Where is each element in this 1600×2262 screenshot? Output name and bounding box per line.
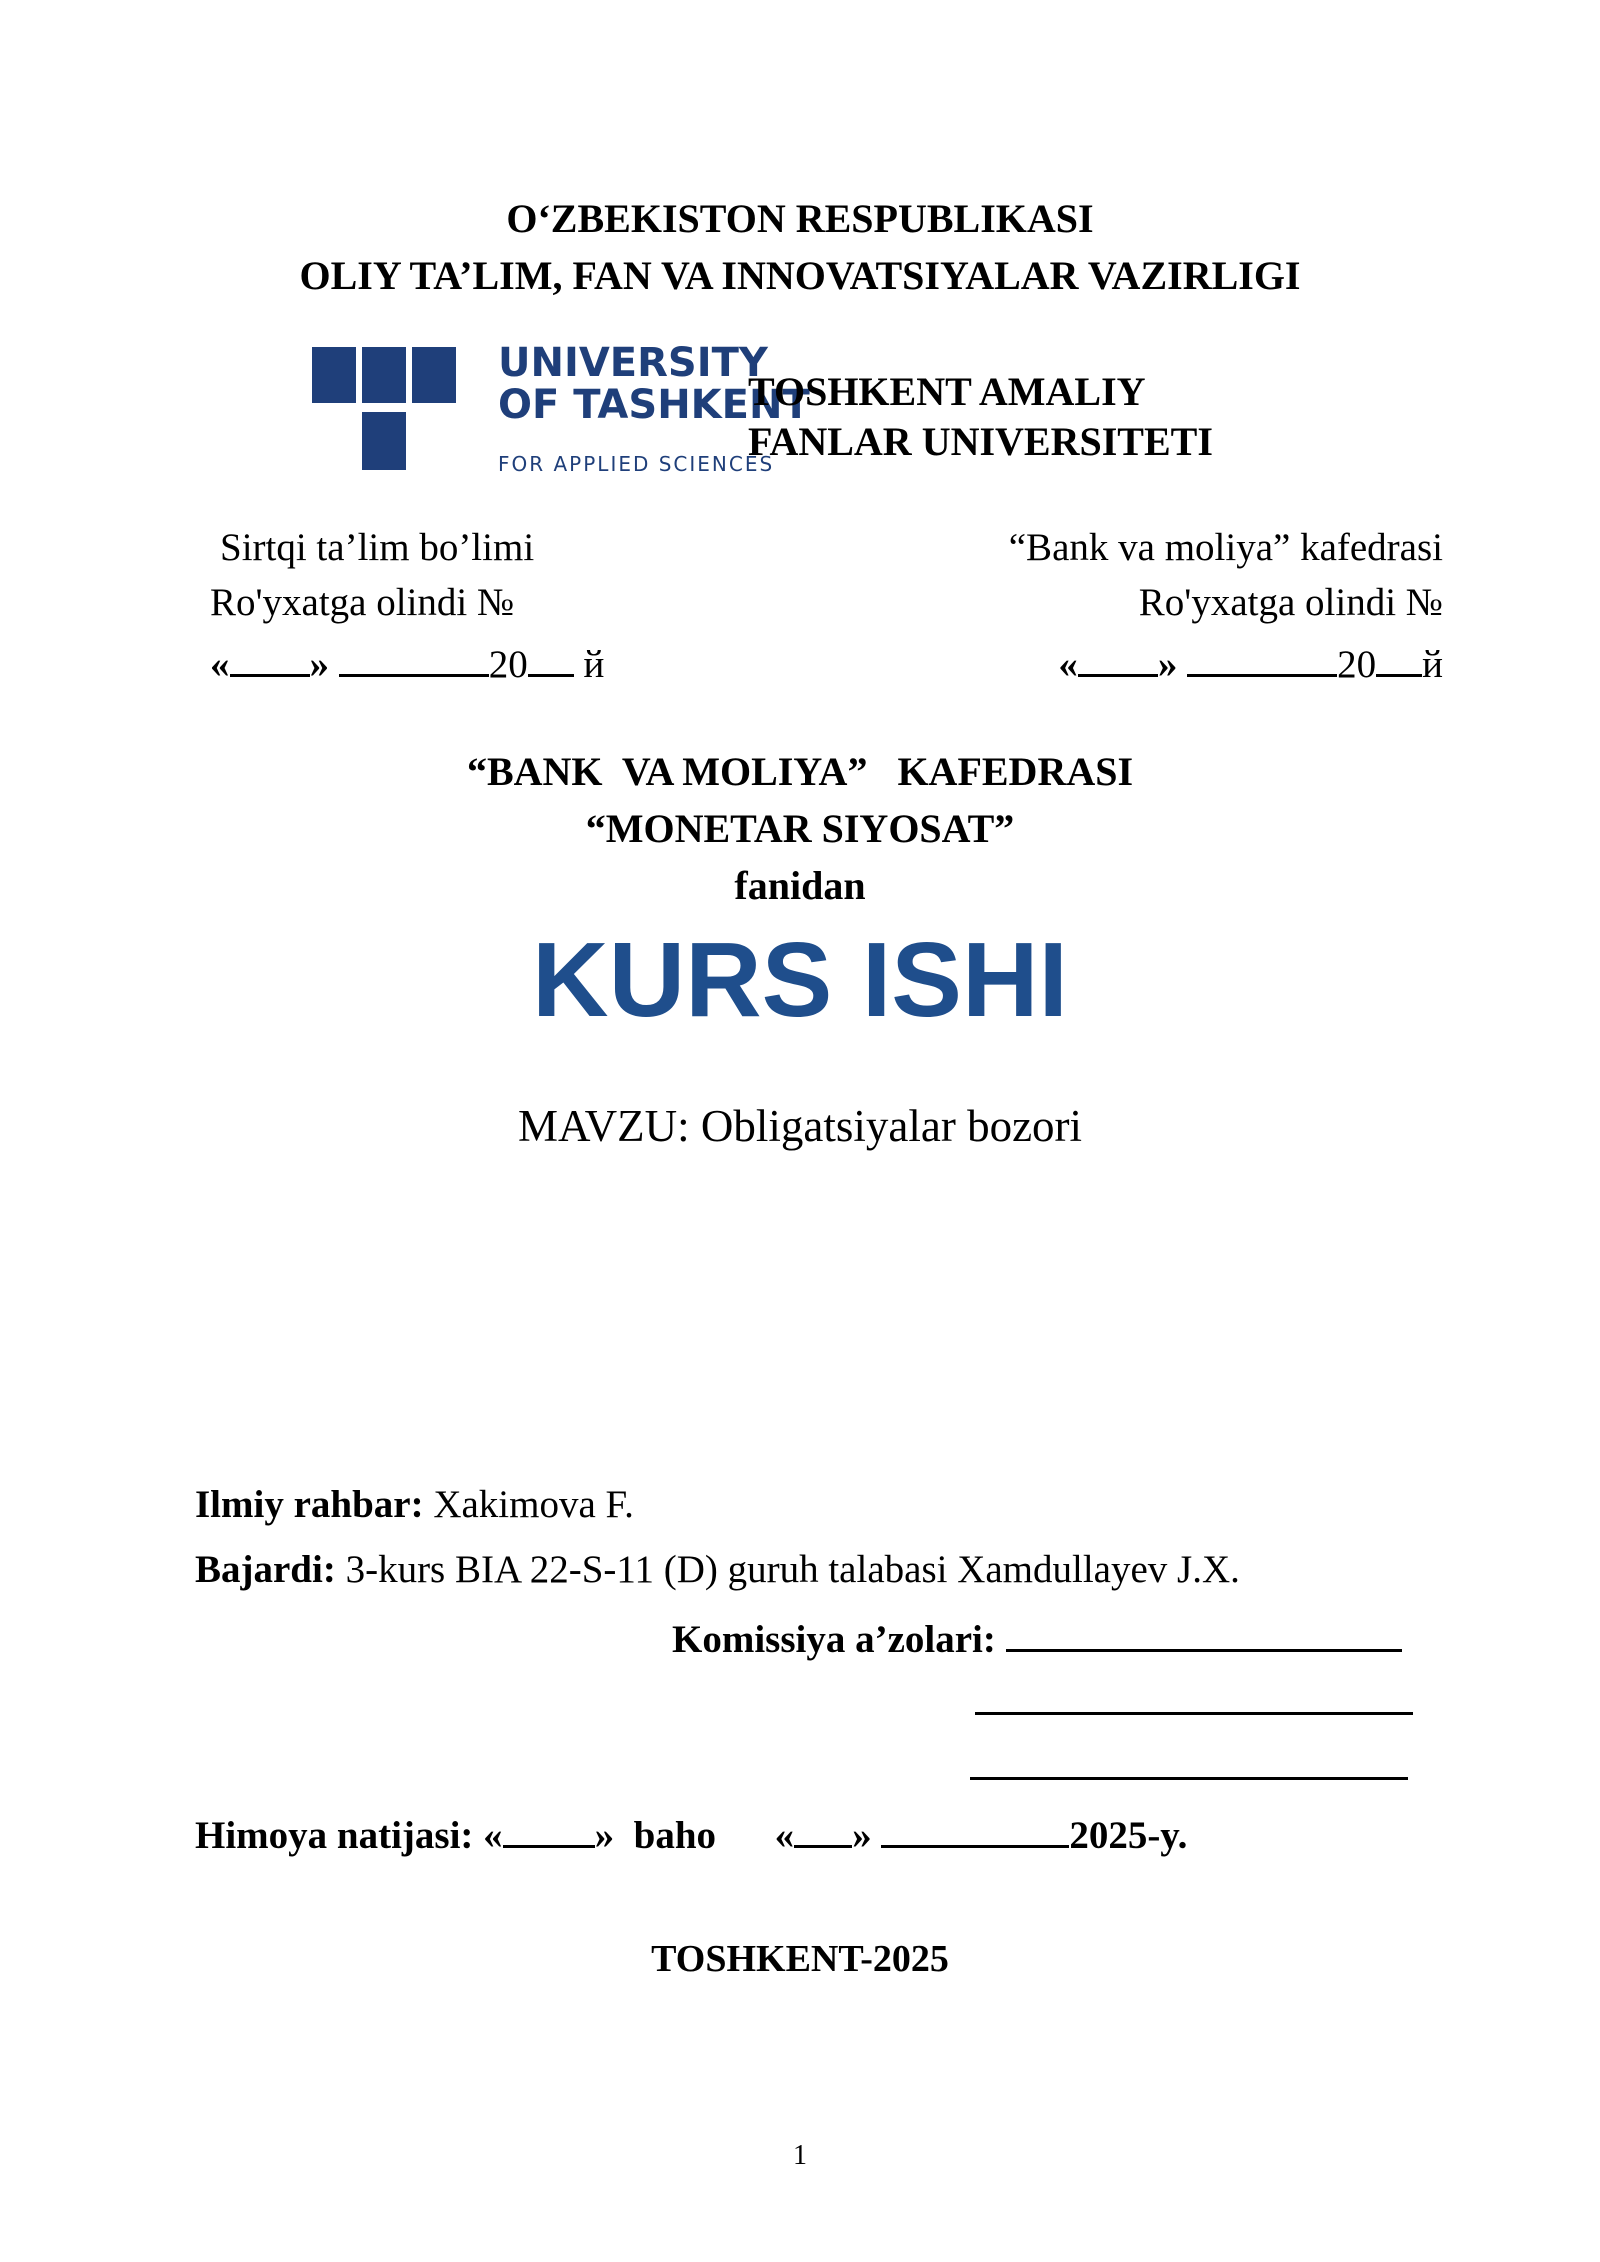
kurs-ishi-title: KURS ISHI	[532, 921, 1068, 1039]
left-date-line: « » 20 й	[210, 637, 604, 687]
subject-title: “MONETAR SIYOSAT”	[585, 806, 1015, 851]
commission-label: Komissiya a’zolari:	[672, 1618, 1006, 1662]
commission-signature-line-3	[970, 1777, 1408, 1780]
logo-line-university: UNIVERSITY	[498, 340, 768, 386]
logo-line-applied-sciences: FOR APPLIED SCIENCES	[498, 452, 775, 476]
header-ministry: OLIY TA’LIM, FAN VA INNOVATSIYALAR VAZIRLIGI	[299, 253, 1301, 298]
defense-line: Himoya natijasi: « » baho « » 2025-y.	[195, 1808, 1187, 1858]
right-date-line: « » 20 й	[1058, 637, 1443, 687]
performer-label: Bajardi:	[195, 1548, 336, 1591]
university-name-line2: FANLAR UNIVERSITETI	[748, 419, 1213, 464]
university-name-line1: TOSHKENT AMALIY	[748, 369, 1146, 414]
performer-value: 3-kurs BIA 22-S-11 (D) guruh talabasi Xamdullayev J.X.	[335, 1548, 1240, 1591]
supervisor-name: Xakimova F.	[423, 1483, 634, 1526]
commission-signature-line-2	[975, 1712, 1413, 1715]
supervisor-line	[195, 1482, 634, 1527]
header-republic: O‘ZBEKISTON RESPUBLIKASI	[506, 196, 1094, 241]
right-registered: Ro'yxatga olindi №	[1138, 581, 1443, 624]
performer-line	[195, 1547, 1240, 1592]
topic-line: MAVZU: Obligatsiyalar bozori	[517, 1101, 1083, 1151]
commission-line	[672, 1612, 1402, 1662]
logo-line-of-tashkent: OF TASHKENT	[498, 382, 810, 428]
left-registered: Ro'yxatga olindi №	[210, 581, 515, 624]
fanidan-label: fanidan	[734, 863, 866, 908]
page-number: 1	[793, 2140, 807, 2171]
left-department: Sirtqi ta’lim bo’limi	[220, 526, 535, 569]
supervisor-label: Ilmiy rahbar:	[195, 1483, 424, 1526]
city-year: TOSHKENT-2025	[651, 1938, 949, 1980]
right-department: “Bank va moliya” kafedrasi	[1008, 526, 1443, 569]
kafedra-title: “BANK VA MOLIYA” KAFEDRASI	[466, 749, 1134, 794]
